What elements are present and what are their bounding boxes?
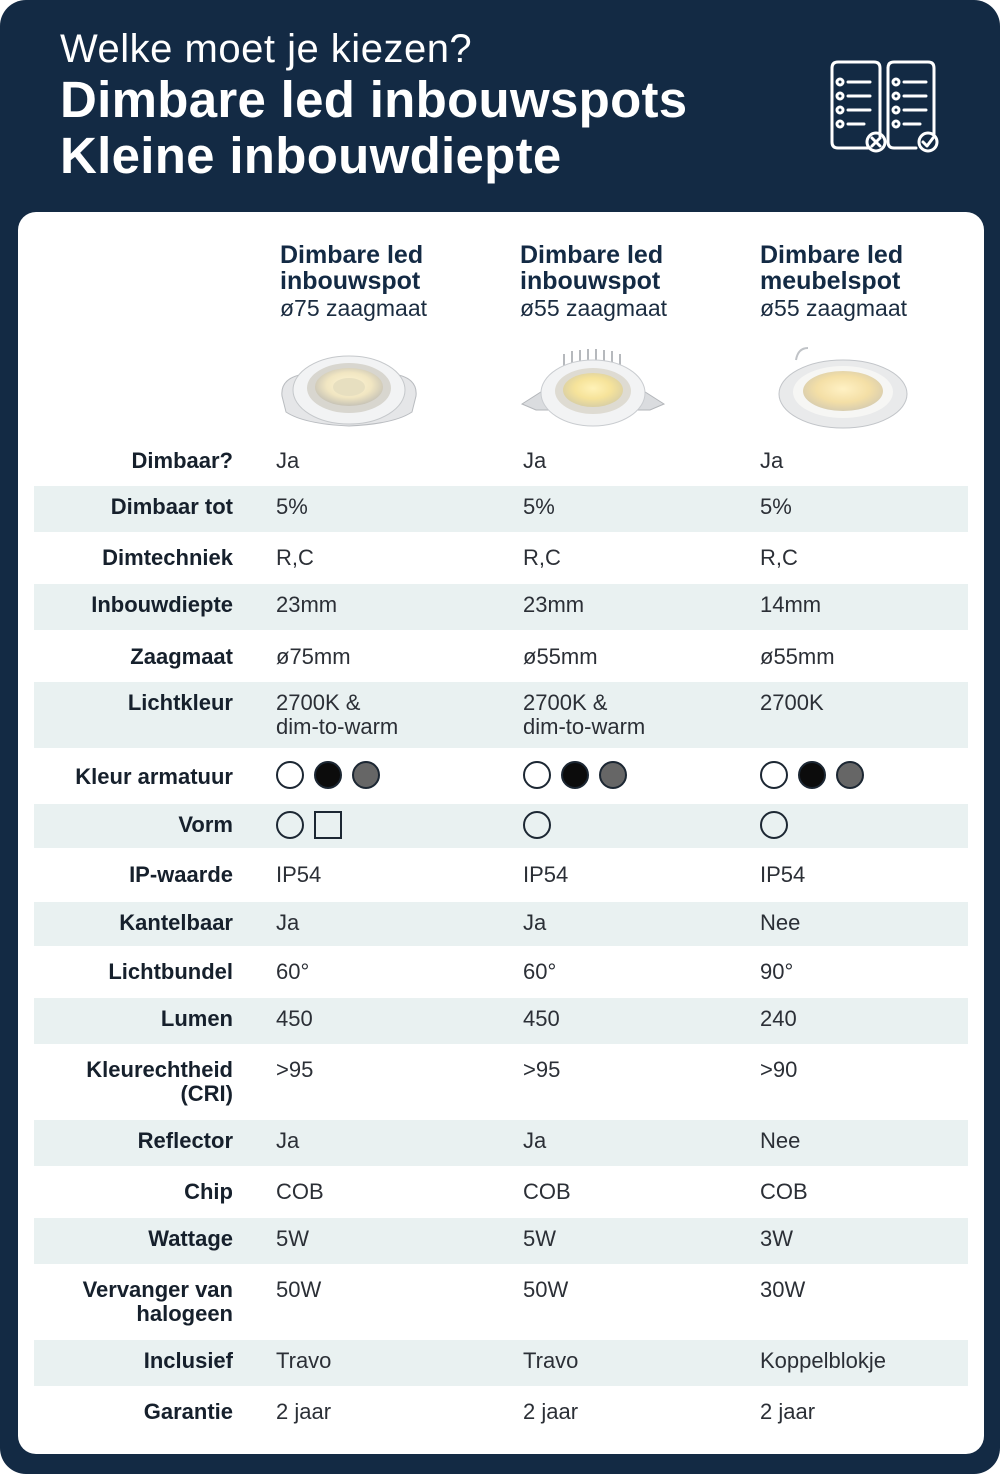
cell-value: Koppelblokje <box>760 1348 886 1373</box>
cell-value: >90 <box>760 1057 798 1082</box>
round-shape-icon <box>276 811 304 839</box>
column-header-3 <box>760 242 907 322</box>
product-image-inbouwspot-75 <box>274 338 424 438</box>
cell-value: IP54 <box>276 862 322 887</box>
column-cutout: ø55 zaagmaat <box>760 295 908 321</box>
cell-value: COB <box>523 1179 571 1204</box>
row-label: Lichtbundel <box>108 959 233 984</box>
comparison-card <box>18 212 984 1454</box>
white-swatch-icon <box>760 761 788 789</box>
cell-value: 3W <box>760 1226 793 1251</box>
cell-value: 5% <box>276 494 308 519</box>
row-label: Kantelbaar <box>119 910 233 935</box>
cell-value: 60° <box>276 959 310 984</box>
column-title: Dimbare led <box>280 241 424 269</box>
column-header-2 <box>520 242 667 322</box>
row-label: Lichtkleur <box>127 690 233 715</box>
white-swatch-icon <box>523 761 551 789</box>
row-label: Kleurechtheid (CRI) <box>86 1057 233 1106</box>
cell-value: COB <box>276 1179 324 1204</box>
row-reflector <box>34 1120 968 1166</box>
column-title: inbouwspot <box>280 267 421 295</box>
black-swatch-icon <box>798 761 826 789</box>
checklist-compare-icon <box>826 56 942 160</box>
grey-swatch-icon <box>599 761 627 789</box>
row-kleur-armatuur <box>34 748 968 804</box>
cell-value: 450 <box>523 1006 560 1031</box>
row-lichtkleur <box>34 682 968 748</box>
cell-value: Ja <box>523 448 547 473</box>
cell-value: Ja <box>276 910 300 935</box>
cell-value: IP54 <box>760 862 806 887</box>
cell-value: Nee <box>760 1128 801 1153</box>
row-label: Vorm <box>178 812 233 837</box>
page-title-line1: Dimbare led inbouwspots <box>60 71 688 128</box>
row-inclusief <box>34 1340 968 1386</box>
cell-value: R,C <box>760 545 798 570</box>
column-title: Dimbare led <box>760 241 904 269</box>
row-label: Dimtechniek <box>102 545 233 570</box>
cell-value: Ja <box>276 1128 300 1153</box>
cell-value: >95 <box>523 1057 561 1082</box>
cell-value: 2700K & dim-to-warm <box>523 690 646 739</box>
black-swatch-icon <box>561 761 589 789</box>
cell-value: ø75mm <box>276 644 351 669</box>
shape-icons <box>760 811 798 839</box>
row-vorm <box>34 804 968 848</box>
cell-value: 60° <box>523 959 557 984</box>
row-ip-waarde <box>34 848 968 902</box>
column-title: inbouwspot <box>520 267 661 295</box>
row-label: Wattage <box>148 1226 233 1251</box>
cell-value: Ja <box>276 448 300 473</box>
cell-value: 450 <box>276 1006 313 1031</box>
grey-swatch-icon <box>836 761 864 789</box>
row-label: Vervanger van halogeen <box>82 1277 233 1326</box>
cell-value: R,C <box>523 545 561 570</box>
cell-value: Travo <box>276 1348 332 1373</box>
square-shape-icon <box>314 811 342 839</box>
row-vervanger-halogeen <box>34 1264 968 1340</box>
row-dimtechniek <box>34 532 968 584</box>
cell-value: Travo <box>523 1348 579 1373</box>
grey-swatch-icon <box>352 761 380 789</box>
column-cutout: ø55 zaagmaat <box>520 295 668 321</box>
row-label: Kleur armatuur <box>75 764 233 789</box>
cell-value: Ja <box>760 448 784 473</box>
cell-value: 23mm <box>276 592 338 617</box>
cell-value: 50W <box>276 1277 322 1302</box>
cell-value: Ja <box>523 1128 547 1153</box>
row-lichtbundel <box>34 946 968 998</box>
row-label: IP-waarde <box>129 862 233 887</box>
row-label: Dimbaar tot <box>110 494 233 519</box>
cell-value: Ja <box>523 910 547 935</box>
cell-value: 2700K & dim-to-warm <box>276 690 399 739</box>
cell-value: 30W <box>760 1277 806 1302</box>
row-kantelbaar <box>34 902 968 946</box>
color-swatches <box>276 761 390 789</box>
product-image-inbouwspot-55 <box>518 338 668 438</box>
column-title: Dimbare led <box>520 241 664 269</box>
cell-value: Nee <box>760 910 801 935</box>
cell-value: ø55mm <box>523 644 598 669</box>
cell-value: 2 jaar <box>523 1399 579 1424</box>
black-swatch-icon <box>314 761 342 789</box>
header <box>60 26 687 184</box>
round-shape-icon <box>760 811 788 839</box>
cell-value: 5% <box>760 494 792 519</box>
row-chip <box>34 1166 968 1218</box>
cell-value: >95 <box>276 1057 314 1082</box>
cell-value: R,C <box>276 545 314 570</box>
row-inbouwdiepte <box>34 584 968 630</box>
cell-value: 14mm <box>760 592 822 617</box>
cell-value: 5W <box>523 1226 556 1251</box>
row-wattage <box>34 1218 968 1264</box>
round-shape-icon <box>523 811 551 839</box>
shape-icons <box>276 811 352 839</box>
column-header-1 <box>280 242 427 322</box>
row-label: Garantie <box>143 1399 233 1424</box>
row-lumen <box>34 998 968 1044</box>
page-subtitle: Welke moet je kiezen? <box>60 27 473 71</box>
cell-value: COB <box>760 1179 808 1204</box>
shape-icons <box>523 811 561 839</box>
cell-value: 5W <box>276 1226 309 1251</box>
cell-value: 50W <box>523 1277 569 1302</box>
row-dimbaar <box>34 440 968 486</box>
cell-value: 2 jaar <box>276 1399 332 1424</box>
row-label: Inclusief <box>143 1348 233 1373</box>
row-label: Dimbaar? <box>131 448 233 473</box>
cell-value: ø55mm <box>760 644 835 669</box>
row-label: Inbouwdiepte <box>91 592 233 617</box>
cell-value: 90° <box>760 959 794 984</box>
row-label: Zaagmaat <box>130 644 233 669</box>
color-swatches <box>760 761 874 789</box>
page-title-line2: Kleine inbouwdiepte <box>60 127 562 184</box>
cell-value: 2 jaar <box>760 1399 816 1424</box>
row-garantie <box>34 1386 968 1438</box>
cell-value: 23mm <box>523 592 585 617</box>
cell-value: 2700K <box>760 690 824 715</box>
row-kleurechtheid <box>34 1044 968 1120</box>
column-cutout: ø75 zaagmaat <box>280 295 428 321</box>
row-label: Lumen <box>160 1006 233 1031</box>
column-title: meubelspot <box>760 267 901 295</box>
color-swatches <box>523 761 637 789</box>
product-image-meubelspot-55 <box>768 338 918 438</box>
cell-value: 5% <box>523 494 555 519</box>
cell-value: IP54 <box>523 862 569 887</box>
row-dimbaar-tot <box>34 486 968 532</box>
row-label: Chip <box>184 1179 233 1204</box>
row-zaagmaat <box>34 630 968 682</box>
cell-value: 240 <box>760 1006 797 1031</box>
row-label: Reflector <box>137 1128 233 1153</box>
white-swatch-icon <box>276 761 304 789</box>
